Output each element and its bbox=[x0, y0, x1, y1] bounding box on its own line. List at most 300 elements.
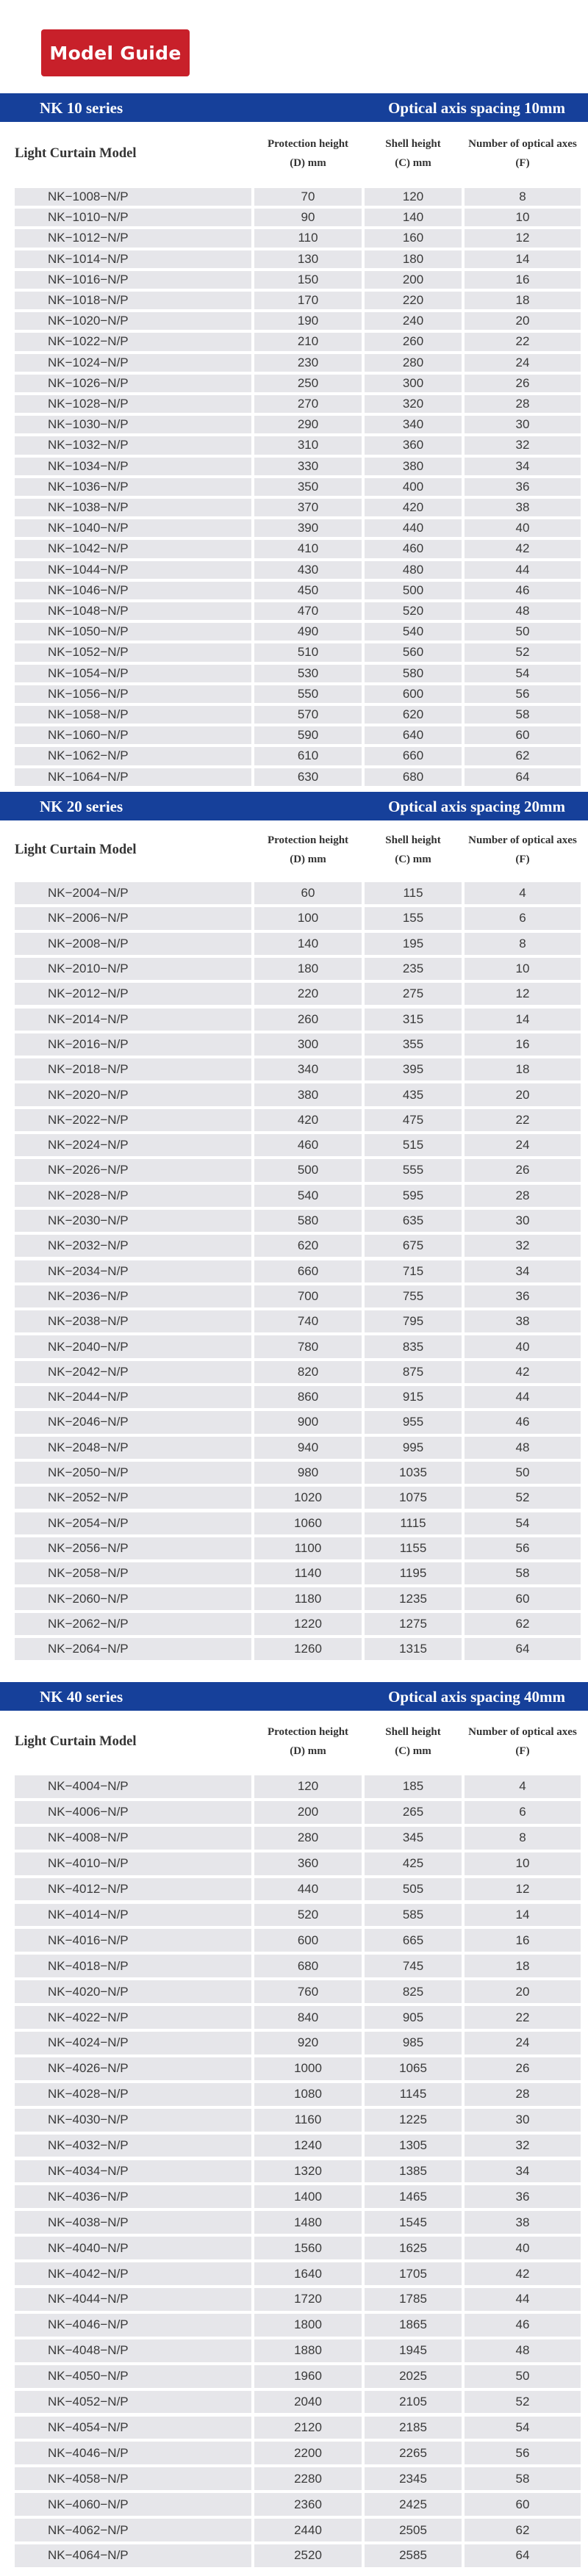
shell-height-cell: 220 bbox=[365, 292, 462, 309]
protection-height-cell: 1020 bbox=[254, 1487, 362, 1509]
table-row bbox=[0, 456, 588, 477]
table-row bbox=[0, 2440, 588, 2466]
shell-height-cell: 275 bbox=[365, 983, 462, 1005]
model-cell: NK−2050−N/P bbox=[15, 1462, 251, 1484]
model-cell: NK−4018−N/P bbox=[15, 1955, 251, 1977]
axis-spacing: Optical axis spacing 40mm bbox=[388, 1688, 565, 1706]
table-row bbox=[0, 1825, 588, 1851]
optical-axes-cell: 10 bbox=[465, 958, 581, 980]
model-cell: NK−4042−N/P bbox=[15, 2262, 251, 2285]
shell-height-cell: 745 bbox=[365, 1955, 462, 1977]
table-row bbox=[0, 621, 588, 642]
optical-axes-cell: 44 bbox=[465, 2288, 581, 2311]
protection-height-cell: 580 bbox=[254, 1210, 362, 1232]
shell-height-cell: 1625 bbox=[365, 2237, 462, 2259]
model-cell: NK−4026−N/P bbox=[15, 2057, 251, 2080]
header-shell-height-unit: (C) mm bbox=[395, 854, 431, 865]
optical-axes-cell: 6 bbox=[465, 1801, 581, 1824]
shell-height-cell: 985 bbox=[365, 2032, 462, 2054]
header-protection-height-unit: (D) mm bbox=[290, 854, 326, 865]
model-cell: NK−2008−N/P bbox=[15, 933, 251, 955]
shell-height-cell: 680 bbox=[365, 768, 462, 786]
optical-axes-cell: 42 bbox=[465, 540, 581, 558]
table-row bbox=[0, 1586, 588, 1611]
table-row bbox=[0, 2364, 588, 2389]
table-row bbox=[0, 1133, 588, 1158]
axis-spacing: Optical axis spacing 20mm bbox=[388, 798, 565, 815]
model-cell: NK−4048−N/P bbox=[15, 2339, 251, 2362]
protection-height-cell: 70 bbox=[254, 188, 362, 206]
optical-axes-cell: 38 bbox=[465, 1310, 581, 1332]
table-row bbox=[0, 1877, 588, 1902]
model-cell: NK−4060−N/P bbox=[15, 2493, 251, 2516]
protection-height-cell: 370 bbox=[254, 499, 362, 516]
shell-height-cell: 635 bbox=[365, 1210, 462, 1232]
model-cell: NK−4034−N/P bbox=[15, 2160, 251, 2183]
optical-axes-cell: 24 bbox=[465, 354, 581, 372]
model-cell: NK−4012−N/P bbox=[15, 1878, 251, 1901]
table-row bbox=[0, 1183, 588, 1208]
optical-axes-cell: 36 bbox=[465, 1285, 581, 1307]
protection-height-cell: 1400 bbox=[254, 2185, 362, 2208]
shell-height-cell: 875 bbox=[365, 1361, 462, 1383]
table-row bbox=[0, 2133, 588, 2159]
optical-axes-cell: 4 bbox=[465, 882, 581, 904]
model-cell: NK−1030−N/P bbox=[15, 416, 251, 433]
model-cell: NK−4022−N/P bbox=[15, 2006, 251, 2029]
optical-axes-cell: 62 bbox=[465, 1613, 581, 1635]
shell-height-cell: 660 bbox=[365, 747, 462, 765]
model-cell: NK−2020−N/P bbox=[15, 1083, 251, 1105]
shell-height-cell: 2185 bbox=[365, 2417, 462, 2439]
model-cell: NK−2016−N/P bbox=[15, 1033, 251, 1056]
table-row bbox=[0, 2517, 588, 2543]
protection-height-cell: 1140 bbox=[254, 1562, 362, 1584]
table-row bbox=[0, 207, 588, 228]
protection-height-cell: 230 bbox=[254, 354, 362, 372]
model-cell: NK−2034−N/P bbox=[15, 1260, 251, 1282]
table-row bbox=[0, 1334, 588, 1359]
protection-height-cell: 540 bbox=[254, 1185, 362, 1207]
table-row bbox=[0, 1612, 588, 1637]
model-cell: NK−2044−N/P bbox=[15, 1386, 251, 1408]
protection-height-cell: 200 bbox=[254, 1801, 362, 1824]
protection-height-cell: 150 bbox=[254, 271, 362, 289]
optical-axes-cell: 18 bbox=[465, 292, 581, 309]
shell-height-cell: 425 bbox=[365, 1852, 462, 1875]
optical-axes-cell: 24 bbox=[465, 2032, 581, 2054]
optical-axes-cell: 14 bbox=[465, 1904, 581, 1927]
protection-height-cell: 300 bbox=[254, 1033, 362, 1056]
optical-axes-cell: 10 bbox=[465, 1852, 581, 1875]
table-row bbox=[0, 725, 588, 746]
model-cell: NK−1012−N/P bbox=[15, 229, 251, 247]
table-row bbox=[0, 2415, 588, 2441]
protection-height-cell: 110 bbox=[254, 229, 362, 247]
header-model: Light Curtain Model bbox=[15, 146, 137, 161]
model-cell: NK−4038−N/P bbox=[15, 2211, 251, 2234]
table-row bbox=[0, 477, 588, 497]
model-cell: NK−1018−N/P bbox=[15, 292, 251, 309]
optical-axes-cell: 6 bbox=[465, 907, 581, 929]
header-protection-height bbox=[254, 1722, 362, 1761]
model-cell: NK−4046−N/P bbox=[15, 2442, 251, 2464]
protection-height-cell: 490 bbox=[254, 623, 362, 641]
protection-height-cell: 980 bbox=[254, 1462, 362, 1484]
optical-axes-cell: 32 bbox=[465, 2135, 581, 2157]
model-cell: NK−2040−N/P bbox=[15, 1335, 251, 1357]
table-row bbox=[0, 1233, 588, 1258]
model-cell: NK−4046−N/P bbox=[15, 2314, 251, 2337]
model-cell: NK−4054−N/P bbox=[15, 2417, 251, 2439]
protection-height-cell: 210 bbox=[254, 333, 362, 350]
header-protection-height-label: Protection height bbox=[267, 834, 349, 846]
table-row bbox=[0, 1385, 588, 1410]
table-row bbox=[0, 906, 588, 931]
optical-axes-cell: 40 bbox=[465, 2237, 581, 2259]
table-header bbox=[0, 820, 588, 881]
optical-axes-cell: 48 bbox=[465, 2339, 581, 2362]
model-cell: NK−1052−N/P bbox=[15, 643, 251, 661]
optical-axes-cell: 64 bbox=[465, 1638, 581, 1660]
protection-height-cell: 590 bbox=[254, 726, 362, 744]
optical-axes-cell: 14 bbox=[465, 1009, 581, 1031]
optical-axes-cell: 46 bbox=[465, 582, 581, 599]
protection-height-cell: 1160 bbox=[254, 2109, 362, 2132]
optical-axes-cell: 40 bbox=[465, 1335, 581, 1357]
shell-height-cell: 520 bbox=[365, 602, 462, 620]
model-cell: NK−4006−N/P bbox=[15, 1801, 251, 1824]
optical-axes-cell: 48 bbox=[465, 602, 581, 620]
model-cell: NK−1064−N/P bbox=[15, 768, 251, 786]
protection-height-cell: 570 bbox=[254, 706, 362, 724]
shell-height-cell: 1465 bbox=[365, 2185, 462, 2208]
optical-axes-cell: 64 bbox=[465, 768, 581, 786]
model-cell: NK−1028−N/P bbox=[15, 395, 251, 413]
shell-height-cell: 260 bbox=[365, 333, 462, 350]
table-row bbox=[0, 497, 588, 518]
model-cell: NK−2004−N/P bbox=[15, 882, 251, 904]
header-optical-axes bbox=[465, 1722, 581, 1761]
optical-axes-cell: 40 bbox=[465, 519, 581, 537]
model-cell: NK−1024−N/P bbox=[15, 354, 251, 372]
header-protection-height-label: Protection height bbox=[267, 138, 349, 150]
optical-axes-cell: 46 bbox=[465, 2314, 581, 2337]
model-cell: NK−4016−N/P bbox=[15, 1929, 251, 1952]
protection-height-cell: 450 bbox=[254, 582, 362, 599]
series-name: NK 10 series bbox=[40, 99, 123, 117]
shell-height-cell: 1785 bbox=[365, 2288, 462, 2311]
model-cell: NK−2026−N/P bbox=[15, 1159, 251, 1181]
optical-axes-cell: 16 bbox=[465, 1033, 581, 1056]
protection-height-cell: 940 bbox=[254, 1437, 362, 1459]
protection-height-cell: 2280 bbox=[254, 2467, 362, 2490]
optical-axes-cell: 4 bbox=[465, 1775, 581, 1798]
protection-height-cell: 660 bbox=[254, 1260, 362, 1282]
protection-height-cell: 630 bbox=[254, 768, 362, 786]
optical-axes-cell: 18 bbox=[465, 1058, 581, 1080]
series-name: NK 40 series bbox=[40, 1688, 123, 1706]
table-row bbox=[0, 1309, 588, 1334]
shell-height-cell: 480 bbox=[365, 561, 462, 579]
table-row bbox=[0, 249, 588, 270]
protection-height-cell: 170 bbox=[254, 292, 362, 309]
optical-axes-cell: 54 bbox=[465, 665, 581, 682]
model-cell: NK−2038−N/P bbox=[15, 1310, 251, 1332]
model-cell: NK−1026−N/P bbox=[15, 375, 251, 392]
protection-height-cell: 600 bbox=[254, 1929, 362, 1952]
model-cell: NK−2028−N/P bbox=[15, 1185, 251, 1207]
header-shell-height bbox=[365, 831, 462, 869]
table-row bbox=[0, 1979, 588, 2005]
table-row bbox=[0, 981, 588, 1006]
table-row bbox=[0, 414, 588, 435]
shell-height-cell: 1305 bbox=[365, 2135, 462, 2157]
protection-height-cell: 340 bbox=[254, 1058, 362, 1080]
table-row bbox=[0, 1082, 588, 1107]
optical-axes-cell: 26 bbox=[465, 2057, 581, 2080]
optical-axes-cell: 12 bbox=[465, 229, 581, 247]
header-shell-height-label: Shell height bbox=[385, 834, 441, 846]
table-row bbox=[0, 2209, 588, 2235]
optical-axes-cell: 38 bbox=[465, 2211, 581, 2234]
optical-axes-cell: 42 bbox=[465, 2262, 581, 2285]
shell-height-cell: 675 bbox=[365, 1235, 462, 1257]
table-row bbox=[0, 1158, 588, 1183]
protection-height-cell: 90 bbox=[254, 209, 362, 226]
model-cell: NK−2010−N/P bbox=[15, 958, 251, 980]
shell-height-cell: 505 bbox=[365, 1878, 462, 1901]
protection-height-cell: 900 bbox=[254, 1411, 362, 1433]
optical-axes-cell: 38 bbox=[465, 499, 581, 516]
optical-axes-cell: 48 bbox=[465, 1437, 581, 1459]
shell-height-cell: 540 bbox=[365, 623, 462, 641]
shell-height-cell: 825 bbox=[365, 1980, 462, 2003]
model-cell: NK−2042−N/P bbox=[15, 1361, 251, 1383]
model-cell: NK−2036−N/P bbox=[15, 1285, 251, 1307]
protection-height-cell: 120 bbox=[254, 1775, 362, 1798]
series-name: NK 20 series bbox=[40, 798, 123, 815]
table-row bbox=[0, 538, 588, 559]
shell-height-cell: 1865 bbox=[365, 2314, 462, 2337]
shell-height-cell: 380 bbox=[365, 458, 462, 475]
protection-height-cell: 1240 bbox=[254, 2135, 362, 2157]
shell-height-cell: 120 bbox=[365, 188, 462, 206]
shell-height-cell: 2505 bbox=[365, 2519, 462, 2541]
protection-height-cell: 700 bbox=[254, 1285, 362, 1307]
shell-height-cell: 905 bbox=[365, 2006, 462, 2029]
table-row bbox=[0, 684, 588, 704]
protection-height-cell: 330 bbox=[254, 458, 362, 475]
table-row bbox=[0, 2107, 588, 2133]
header-optical-axes-unit: (F) bbox=[515, 1745, 530, 1757]
optical-axes-cell: 52 bbox=[465, 1487, 581, 1509]
optical-axes-cell: 62 bbox=[465, 2519, 581, 2541]
optical-axes-cell: 32 bbox=[465, 436, 581, 454]
protection-height-cell: 420 bbox=[254, 1109, 362, 1131]
model-cell: NK−4036−N/P bbox=[15, 2185, 251, 2208]
table-row bbox=[0, 228, 588, 248]
model-cell: NK−1040−N/P bbox=[15, 519, 251, 537]
table-row bbox=[0, 580, 588, 601]
table-row bbox=[0, 2466, 588, 2492]
table-row bbox=[0, 270, 588, 290]
model-cell: NK−2022−N/P bbox=[15, 1109, 251, 1131]
model-cell: NK−4032−N/P bbox=[15, 2135, 251, 2157]
shell-height-cell: 400 bbox=[365, 478, 462, 496]
protection-height-cell: 140 bbox=[254, 933, 362, 955]
protection-height-cell: 440 bbox=[254, 1878, 362, 1901]
table-row bbox=[0, 931, 588, 956]
shell-height-cell: 1155 bbox=[365, 1537, 462, 1559]
table-row bbox=[0, 1360, 588, 1385]
table-row bbox=[0, 2312, 588, 2338]
table-row bbox=[0, 1561, 588, 1586]
optical-axes-cell: 34 bbox=[465, 2160, 581, 2183]
table-row bbox=[0, 2492, 588, 2517]
protection-height-cell: 470 bbox=[254, 602, 362, 620]
optical-axes-cell: 8 bbox=[465, 1827, 581, 1850]
model-cell: NK−4028−N/P bbox=[15, 2083, 251, 2106]
optical-axes-cell: 18 bbox=[465, 1955, 581, 1977]
table-row bbox=[0, 1435, 588, 1460]
header-shell-height bbox=[365, 134, 462, 173]
model-cell: NK−2060−N/P bbox=[15, 1587, 251, 1609]
model-cell: NK−2056−N/P bbox=[15, 1537, 251, 1559]
shell-height-cell: 345 bbox=[365, 1827, 462, 1850]
model-cell: NK−2006−N/P bbox=[15, 907, 251, 929]
protection-height-cell: 860 bbox=[254, 1386, 362, 1408]
table-row bbox=[0, 2389, 588, 2415]
shell-height-cell: 1065 bbox=[365, 2057, 462, 2080]
model-cell: NK−4044−N/P bbox=[15, 2288, 251, 2311]
optical-axes-cell: 54 bbox=[465, 2417, 581, 2439]
table-row bbox=[0, 2184, 588, 2209]
table-row bbox=[0, 311, 588, 331]
optical-axes-cell: 34 bbox=[465, 1260, 581, 1282]
table-row bbox=[0, 1485, 588, 1510]
optical-axes-cell: 46 bbox=[465, 1411, 581, 1433]
model-cell: NK−2032−N/P bbox=[15, 1235, 251, 1257]
optical-axes-cell: 44 bbox=[465, 1386, 581, 1408]
shell-height-cell: 2585 bbox=[365, 2544, 462, 2567]
shell-height-cell: 835 bbox=[365, 1335, 462, 1357]
optical-axes-cell: 36 bbox=[465, 478, 581, 496]
header-shell-height-label: Shell height bbox=[385, 1726, 441, 1738]
model-cell: NK−1014−N/P bbox=[15, 250, 251, 268]
protection-height-cell: 2360 bbox=[254, 2493, 362, 2516]
protection-height-cell: 350 bbox=[254, 478, 362, 496]
table-row bbox=[0, 2056, 588, 2082]
table-row bbox=[0, 331, 588, 352]
shell-height-cell: 755 bbox=[365, 1285, 462, 1307]
header-shell-height-label: Shell height bbox=[385, 138, 441, 150]
protection-height-cell: 100 bbox=[254, 907, 362, 929]
optical-axes-cell: 28 bbox=[465, 2083, 581, 2106]
optical-axes-cell: 26 bbox=[465, 1159, 581, 1181]
header-protection-height bbox=[254, 134, 362, 173]
shell-height-cell: 440 bbox=[365, 519, 462, 537]
table-row bbox=[0, 767, 588, 787]
protection-height-cell: 1060 bbox=[254, 1512, 362, 1534]
header-model: Light Curtain Model bbox=[15, 843, 137, 857]
protection-height-cell: 620 bbox=[254, 1235, 362, 1257]
table-row bbox=[0, 881, 588, 906]
optical-axes-cell: 60 bbox=[465, 2493, 581, 2516]
table-row bbox=[0, 394, 588, 414]
optical-axes-cell: 28 bbox=[465, 395, 581, 413]
protection-height-cell: 760 bbox=[254, 1980, 362, 2003]
optical-axes-cell: 58 bbox=[465, 706, 581, 724]
table-row bbox=[0, 1800, 588, 1825]
model-cell: NK−1008−N/P bbox=[15, 188, 251, 206]
optical-axes-cell: 62 bbox=[465, 747, 581, 765]
shell-height-cell: 185 bbox=[365, 1775, 462, 1798]
header-optical-axes-label: Number of optical axes bbox=[468, 1726, 577, 1738]
table-row bbox=[0, 2338, 588, 2364]
model-cell: NK−1020−N/P bbox=[15, 312, 251, 330]
shell-height-cell: 265 bbox=[365, 1801, 462, 1824]
shell-height-cell: 1945 bbox=[365, 2339, 462, 2362]
optical-axes-cell: 44 bbox=[465, 561, 581, 579]
protection-height-cell: 2440 bbox=[254, 2519, 362, 2541]
model-cell: NK−1010−N/P bbox=[15, 209, 251, 226]
optical-axes-cell: 22 bbox=[465, 2006, 581, 2029]
shell-height-cell: 180 bbox=[365, 250, 462, 268]
model-cell: NK−2012−N/P bbox=[15, 983, 251, 1005]
optical-axes-cell: 60 bbox=[465, 726, 581, 744]
protection-height-cell: 500 bbox=[254, 1159, 362, 1181]
optical-axes-cell: 20 bbox=[465, 1980, 581, 2003]
optical-axes-cell: 50 bbox=[465, 1462, 581, 1484]
protection-height-cell: 2120 bbox=[254, 2417, 362, 2439]
table-row bbox=[0, 2030, 588, 2056]
shell-height-cell: 1195 bbox=[365, 1562, 462, 1584]
table-row bbox=[0, 1511, 588, 1536]
model-cell: NK−1022−N/P bbox=[15, 333, 251, 350]
shell-height-cell: 620 bbox=[365, 706, 462, 724]
shell-height-cell: 155 bbox=[365, 907, 462, 929]
shell-height-cell: 515 bbox=[365, 1134, 462, 1156]
model-cell: NK−1032−N/P bbox=[15, 436, 251, 454]
optical-axes-cell: 56 bbox=[465, 685, 581, 703]
shell-height-cell: 355 bbox=[365, 1033, 462, 1056]
header-protection-height-unit: (D) mm bbox=[290, 157, 326, 169]
table-row bbox=[0, 1410, 588, 1435]
table-row bbox=[0, 2287, 588, 2312]
optical-axes-cell: 16 bbox=[465, 271, 581, 289]
shell-height-cell: 640 bbox=[365, 726, 462, 744]
protection-height-cell: 1320 bbox=[254, 2160, 362, 2183]
protection-height-cell: 1260 bbox=[254, 1638, 362, 1660]
model-cell: NK−4010−N/P bbox=[15, 1852, 251, 1875]
model-cell: NK−2054−N/P bbox=[15, 1512, 251, 1534]
table-row bbox=[0, 2005, 588, 2030]
protection-height-cell: 820 bbox=[254, 1361, 362, 1383]
shell-height-cell: 715 bbox=[365, 1260, 462, 1282]
shell-height-cell: 320 bbox=[365, 395, 462, 413]
protection-height-cell: 740 bbox=[254, 1310, 362, 1332]
protection-height-cell: 1220 bbox=[254, 1613, 362, 1635]
protection-height-cell: 290 bbox=[254, 416, 362, 433]
protection-height-cell: 260 bbox=[254, 1009, 362, 1031]
protection-height-cell: 840 bbox=[254, 2006, 362, 2029]
model-cell: NK−2058−N/P bbox=[15, 1562, 251, 1584]
shell-height-cell: 340 bbox=[365, 416, 462, 433]
shell-height-cell: 1235 bbox=[365, 1587, 462, 1609]
optical-axes-cell: 34 bbox=[465, 458, 581, 475]
table-row bbox=[0, 1032, 588, 1057]
